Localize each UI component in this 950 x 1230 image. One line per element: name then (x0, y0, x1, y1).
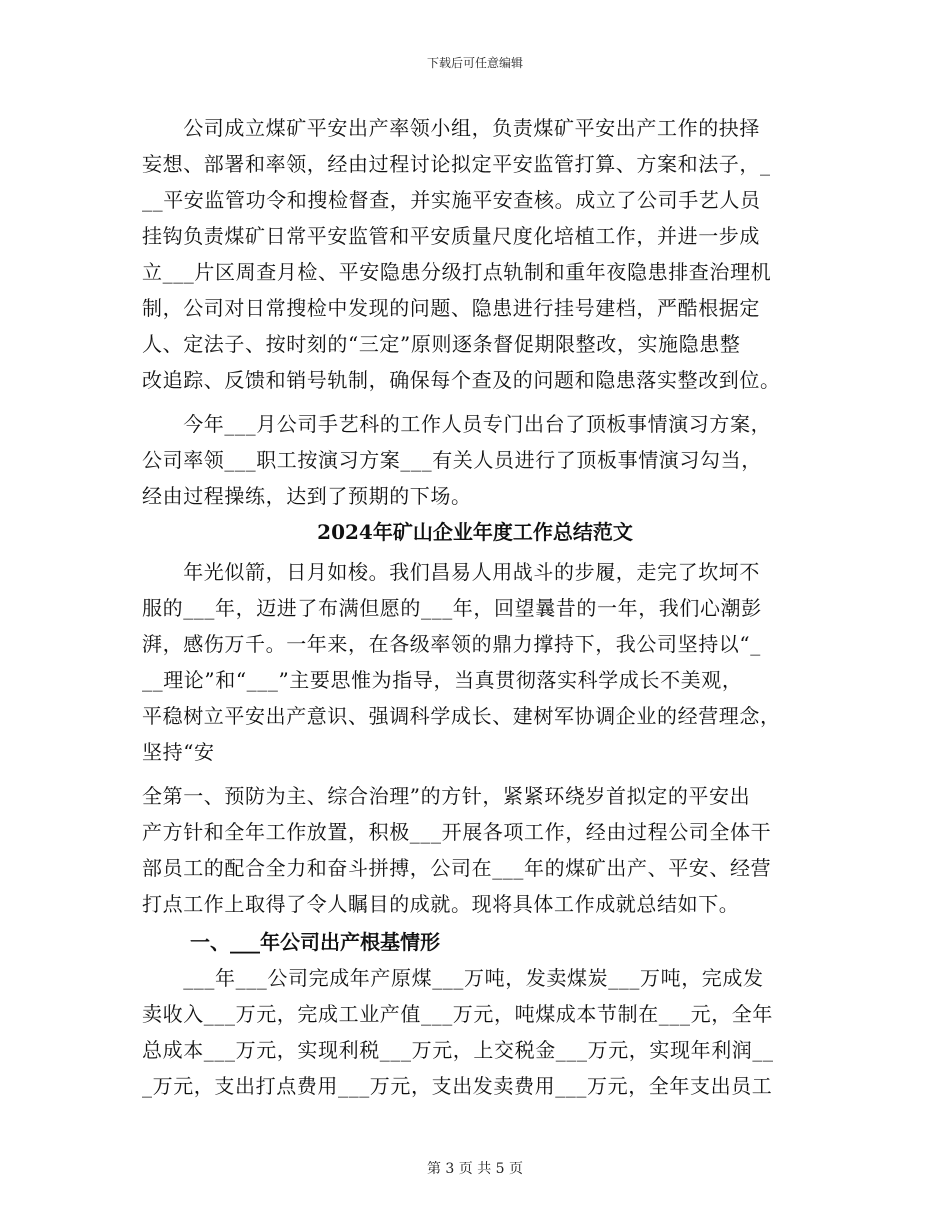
paragraph-line: 年光似箭，日月如梭。我们昌易人用战斗的步履，走完了坎坷不 (142, 560, 760, 584)
paragraph-line: 改追踪、反馈和销号轨制，确保每个查及的问题和隐患落实整改到位。 (142, 368, 781, 392)
document-title: 2024年矿山企业年度工作总结范文 (317, 520, 633, 544)
paragraph-line: __平安监管功令和搜检督查，并实施平安查核。成立了公司手艺人员 (142, 188, 761, 212)
page-header-note: 下载后可任意编辑 (426, 56, 523, 70)
paragraph-line: 公司成立煤矿平安出产率领小组，负责煤矿平安出产工作的抉择 (142, 116, 760, 140)
section-heading: 一、___年公司出产根基情形 (190, 930, 440, 954)
paragraph-line: 平稳树立平安出产意识、强调科学成长、建树军协调企业的经营理念， (142, 704, 781, 728)
paragraph-line: 卖收入___万元，完成工业产值___万元，吨煤成本节制在___元，全年 (142, 1002, 773, 1026)
paragraph-line: 部员工的配合全力和奋斗拼搏，公司在___年的煤矿出产、平安、经营 (142, 856, 772, 880)
paragraph-line: 总成本___万元，实现利税___万元，上交税金___万元，实现年利润__ (142, 1038, 774, 1062)
paragraph-line: 公司率领___职工按演习方案___有关人员进行了顶板事情演习勾当， (142, 448, 762, 472)
paragraph-line: 湃，感伤万千。一年来，在各级率领的鼎力撑持下，我公司坚持以“_ (142, 632, 761, 656)
paragraph-line: 产方针和全年工作放置，积极___开展各项工作，经由过程公司全体干 (142, 820, 772, 844)
paragraph-line: 经由过程操练，达到了预期的下场。 (142, 484, 472, 508)
paragraph-line: 全第一、预防为主、综合治理”的方针，紧紧环绕岁首拟定的平安出 (142, 784, 751, 808)
page-number: 第 3 页 共 5 页 (426, 1161, 524, 1177)
paragraph-line: __理论”和“___”主要思惟为指导，当真贯彻落实科学成长不美观， (142, 668, 743, 692)
paragraph-line: 人、定法子、按时刻的“三定”原则逐条督促期限整改，实施隐患整 (142, 332, 741, 356)
paragraph-line: 立___片区周查月检、平安隐患分级打点轨制和重年夜隐患排查治理机 (142, 260, 772, 284)
paragraph-line: 今年___月公司手艺科的工作人员专门出台了顶板事情演习方案， (142, 412, 772, 436)
paragraph-line: _万元，支出打点费用___万元，支出发卖费用___万元，全年支出员工 (142, 1074, 773, 1098)
paragraph-line: 打点工作上取得了令人瞩目的成就。现将具体工作成就总结如下。 (142, 892, 740, 916)
paragraph-line: 坚持“安 (142, 740, 215, 764)
paragraph-line: 妄想、部署和率领，经由过程讨论拟定平安监管打算、方案和法子，_ (142, 152, 771, 176)
paragraph-line: 服的___年，迈进了布满但愿的___年，回望曩昔的一年，我们心潮彭 (142, 596, 762, 620)
paragraph-line: ___年___公司完成年产原煤___万吨，发卖煤炭___万吨，完成发 (142, 966, 764, 990)
paragraph-line: 挂钩负责煤矿日常平安监管和平安质量尺度化培植工作，并进一步成 (142, 224, 760, 248)
paragraph-line: 制，公司对日常搜检中发现的问题、隐患进行挂号建档，严酷根据定 (142, 296, 760, 320)
